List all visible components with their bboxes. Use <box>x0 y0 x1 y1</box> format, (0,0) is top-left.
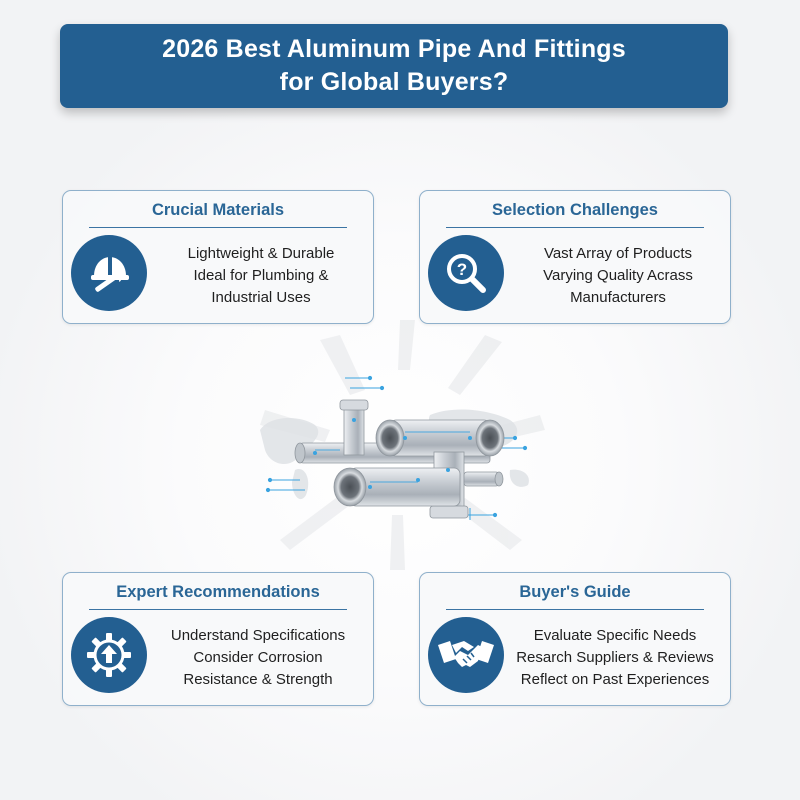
card-line: Varying Quality Acrass <box>543 267 693 284</box>
handshake-icon <box>428 617 504 693</box>
svg-text:?: ? <box>456 260 468 279</box>
card-line: Vast Array of Products <box>543 245 693 262</box>
card-title: Buyer's Guide <box>519 583 631 601</box>
card-line: Ideal for Plumbing & <box>193 267 329 284</box>
card-title: Expert Recommendations <box>116 583 320 601</box>
card-expert-recommendations <box>62 572 374 706</box>
card-line: Industrial Uses <box>211 289 311 306</box>
card-line: Manufacturers <box>570 289 666 306</box>
card-line: Reflect on Past Experiences <box>520 671 710 688</box>
card-divider <box>446 609 704 610</box>
card-title: Crucial Materials <box>151 201 285 219</box>
card-line: Consider Corrosion <box>193 649 323 666</box>
card-line: Resistance & Strength <box>183 671 333 688</box>
card-body <box>508 625 722 691</box>
pipe-fittings-illustration <box>240 320 560 570</box>
card-line: Resarch Suppliers & Reviews <box>516 649 714 666</box>
card-title: Selection Challenges <box>492 201 658 219</box>
card-body <box>157 243 365 309</box>
magnifier-question-icon <box>428 235 504 311</box>
card-body <box>514 243 722 309</box>
card-line: Lightweight & Durable <box>187 245 335 262</box>
card-divider <box>446 227 704 228</box>
card-line: Understand Specifications <box>170 627 346 644</box>
wrench-hardhat-icon <box>71 235 147 311</box>
card-body <box>151 625 365 691</box>
gear-upload-icon <box>71 617 147 693</box>
card-buyers-guide <box>419 572 731 706</box>
title-line-1: 2026 Best Aluminum Pipe And Fittings <box>162 35 626 63</box>
card-line: Evaluate Specific Needs <box>533 627 697 644</box>
title-line-2: for Global Buyers? <box>279 68 509 96</box>
title-banner <box>60 24 728 108</box>
card-crucial-materials <box>62 190 374 324</box>
card-divider <box>89 609 347 610</box>
card-divider <box>89 227 347 228</box>
card-selection-challenges <box>419 190 731 324</box>
